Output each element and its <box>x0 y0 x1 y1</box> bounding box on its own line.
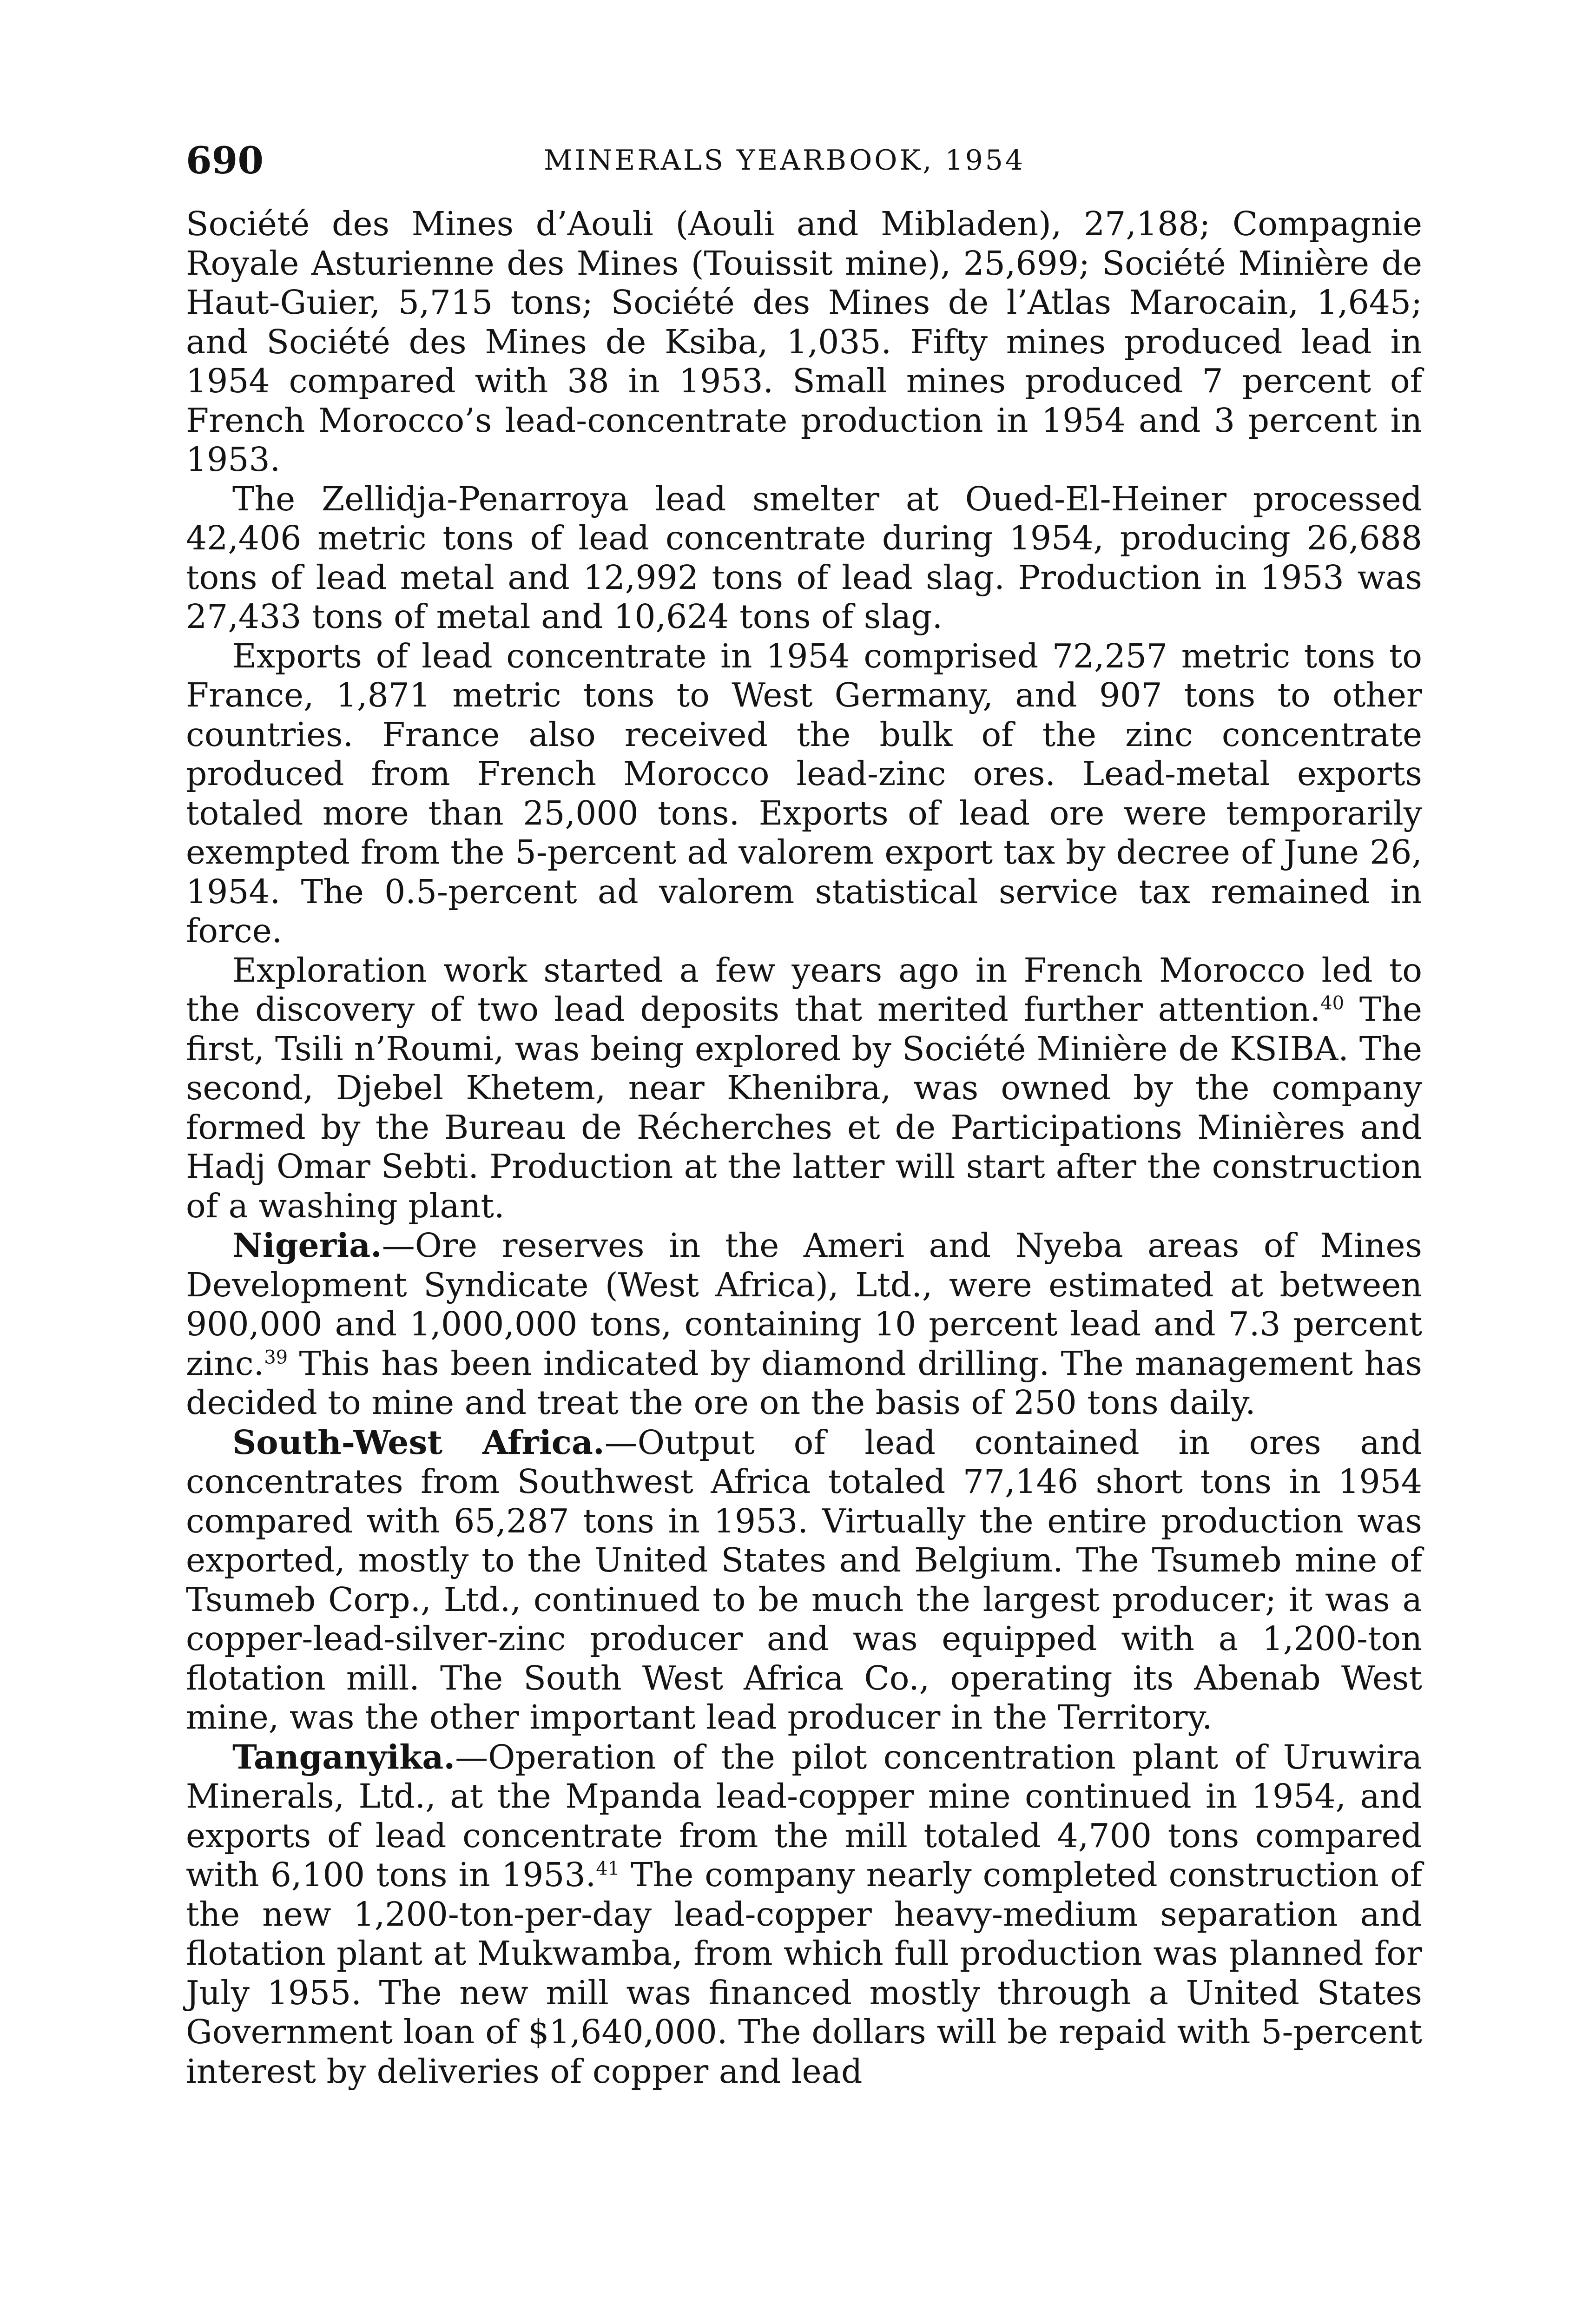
paragraph-text: Exports of lead concentrate in 1954 comprised 72,257 metric tons to France, 1,871 metric tons to West Germany, and 907 tons to other countries. France also received the bulk of the zinc concentrate produced from French Morocco lead-zinc ores. Lead-metal exports totaled more than 25,000 tons. Exports of lead ore were temporarily exempted from the 5-percent ad valorem export tax by decree of June 26, 1954. The 0.5-percent ad valorem statistical service tax remained in force. <box>186 636 1422 950</box>
footnote-reference: 41 <box>596 1858 620 1880</box>
footnote-reference: 40 <box>1320 992 1345 1014</box>
paragraph-text: The Zellidja-Penarroya lead smelter at Oued-El-Heiner processed 42,406 metric tons of lead concentrate during 1954, producing 26,688 tons of lead metal and 12,992 tons of lead slag. Production in 1953 was 27,433 tons of metal and 10,624 tons of slag. <box>186 479 1422 636</box>
page-number: 690 <box>186 139 264 182</box>
running-head <box>186 135 1422 186</box>
paragraph-text: The first, Tsili n’Roumi, was being explored by Société Minière de KSIBA. The second, Djebel Khetem, near Khenibra, was owned by the company formed by the Bureau de Récherches et de Participations Minières and Hadj Omar Sebti. Production at the latter will start after the construction of a washing plant. <box>186 990 1422 1225</box>
paragraph-text: —Output of lead contained in ores and concentrates from Southwest Africa totaled 77,146 short tons in 1954 compared with 65,287 tons in 1953. Virtually the entire production was exported, mostly to the United States and Belgium. The Tsumeb mine of Tsumeb Corp., Ltd., continued to be much the largest producer; it was a copper-lead-silver-zinc producer and was equipped with a 1,200-ton flotation mill. The South West Africa Co., operating its Abenab West mine, was the other important lead producer in the Territory. <box>186 1423 1422 1736</box>
section-heading-south-west-africa: South-West Africa. <box>232 1422 605 1462</box>
paragraph-text: —Ore reserves in the Ameri and Nyeba areas of Mines Development Syndicate (West Africa), Ltd., were estimated at between 900,000 and 1,000,000 tons, containing 10 percent lead and 7.3 percent zinc. <box>186 1226 1422 1383</box>
paragraph-smelter <box>186 480 1422 637</box>
paragraph-nigeria <box>186 1226 1422 1423</box>
paragraph-text: —Operation of the pilot concentration plant of Uruwira Minerals, Ltd., at the Mpanda lead-copper mine continued in 1954, and exports of lead concentrate from the mill totaled 4,700 tons compared with 6,100 tons in 1953. <box>186 1737 1422 1894</box>
body-text <box>186 205 1422 2091</box>
footnote-reference: 39 <box>264 1346 288 1368</box>
paragraph-text: Exploration work started a few years ago in French Morocco led to the discovery of two lead deposits that merited further attention. <box>186 951 1422 1029</box>
paragraph-tanganyika <box>186 1737 1422 2092</box>
section-heading-tanganyika: Tanganyika. <box>232 1737 455 1776</box>
section-heading-nigeria: Nigeria. <box>232 1226 382 1265</box>
paragraph-text: This has been indicated by diamond drilling. The management has decided to mine and treat the ore on the basis of 250 tons daily. <box>186 1344 1422 1422</box>
paragraph-text: Société des Mines d’Aouli (Aouli and Mibladen), 27,188; Compagnie Royale Asturienne des Mines (Touissit mine), 25,699; Société Minière de Haut-Guier, 5,715 tons; Société des Mines de l’Atlas Marocain, 1,645; and Société des Mines de Ksiba, 1,035. Fifty mines produced lead in 1954 compared with 38 in 1953. Small mines produced 7 percent of French Morocco’s lead-concentrate production in 1954 and 3 percent in 1953. <box>186 205 1422 479</box>
paragraph-exploration <box>186 951 1422 1226</box>
paragraph-exports <box>186 637 1422 951</box>
paragraph-text: The company nearly completed construction of the new 1,200-ton-per-day lead-copper heavy-medium separation and flotation plant at Mukwamba, from which full production was planned for July 1955. The new mill was financed mostly through a United States Government loan of $1,640,000. The dollars will be repaid with 5-percent interest by deliveries of copper and lead <box>186 1855 1423 2091</box>
running-title: MINERALS YEARBOOK, 1954 <box>544 144 1026 177</box>
paragraph-aouli-mines <box>186 205 1422 480</box>
paragraph-south-west-africa <box>186 1423 1422 1737</box>
